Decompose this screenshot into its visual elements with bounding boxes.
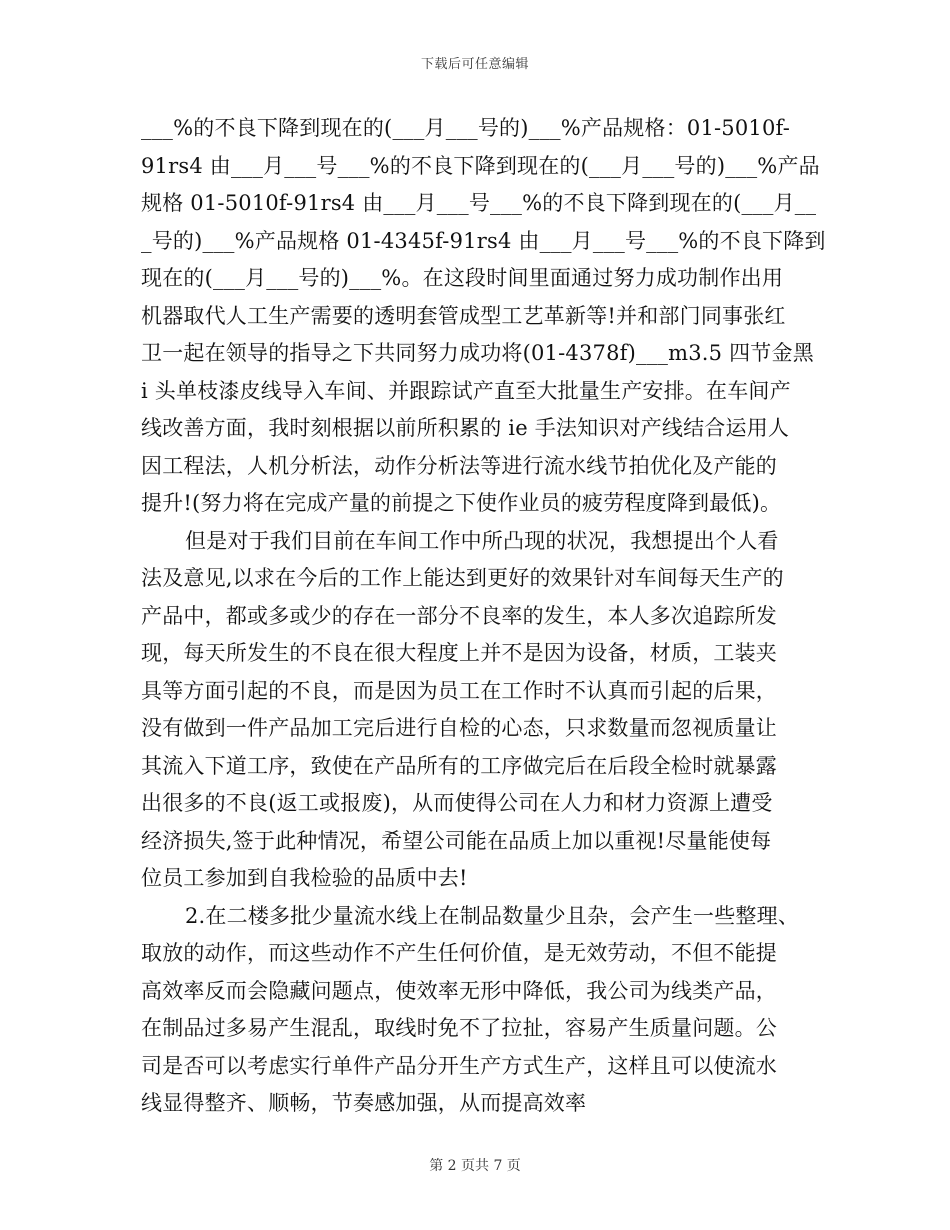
text-line: 线显得整齐、顺畅，节奏感加强，从而提高效率 [141,1091,587,1115]
text-line: 产品中，都或多或少的存在一部分不良率的发生，本人多次追踪所发 [141,603,777,628]
text-line: 在制品过多易产生混乱，取线时免不了拉扯，容易产生质量问题。公 [141,1016,777,1040]
paragraph-2 [141,523,811,898]
text-line: 提升!(努力将在完成产量的前提之下使作业员的疲劳程度降到最低)。 [141,491,782,515]
text-line: 因工程法，人机分析法，动作分析法等进行流水线节拍优化及产能的 [141,453,777,478]
text-line: ___%的不良下降到现在的(___月___号的)___%产品规格：01-5010f- [141,116,791,140]
text-line: 机器取代人工生产需要的透明套管成型工艺革新等!并和部门同事张红 [141,303,786,328]
text-line: 具等方面引起的不良，而是因为员工在工作时不认真而引起的后果， [141,678,777,703]
text-line: 但是对于我们目前在车间工作中所凸现的状况，我想提出个人看 [185,528,779,553]
document-body [141,110,826,1123]
text-line: 规格 01-5010f-91rs4 由___月___号___%的不良下降到现在的(___月__ [141,191,817,215]
text-line: 位员工参加到自我检验的品质中去! [141,866,468,890]
text-line: 其流入下道工序，致使在产品所有的工序做完后在后段全检时就暴露 [141,753,777,778]
page-header: 下载后可任意编辑 [420,57,529,72]
text-line: 2.在二楼多批少量流水线上在制品数量少且杂，会产生一些整理、 [185,903,800,928]
text-line: 91rs4 由___月___号___%的不良下降到现在的(___月___号的)___%产品 [141,153,820,178]
text-line: 线改善方面，我时刻根据以前所积累的 ie 手法知识对产线结合运用人 [141,416,790,440]
text-line: 取放的动作，而这些动作不产生任何价值，是无效劳动，不但不能提 [141,941,777,965]
paragraph-1 [141,110,826,523]
text-line: 卫一起在领导的指导之下共同努力成功将(01-4378f)___m3.5 四节金黑 [141,341,814,365]
text-line: 高效率反而会隐藏问题点，使效率无形中降低，我公司为线类产品， [141,978,777,1003]
text-line: i 头单枝漆皮线导入车间、并跟踪试产直至大批量生产安排。在车间产 [141,378,791,403]
page-footer: 第 2 页共 7 页 [429,1158,521,1174]
text-line: 没有做到一件产品加工完后进行自检的心态，只求数量而忽视质量让 [141,716,777,740]
text-line: 现，每天所发生的不良在很大程度上并不是因为设备，材质，工装夹 [141,641,777,665]
text-line: _号的)___%产品规格 01-4345f-91rs4 由___月___号___%的不良下降到 [141,228,826,253]
text-line: 经济损失,签于此种情况，希望公司能在品质上加以重视!尽量能使每 [141,828,772,853]
text-line: 司是否可以考虑实行单件产品分开生产方式生产，这样且可以使流水 [141,1053,777,1078]
paragraph-3 [141,898,811,1123]
text-line: 出很多的不良(返工或报废)，从而使得公司在人力和材力资源上遭受 [141,791,773,815]
text-line: 现在的(___月___号的)___%。在这段时间里面通过努力成功制作出用 [141,266,784,290]
text-line: 法及意见,以求在今后的工作上能达到更好的效果针对车间每天生产的 [141,566,784,590]
